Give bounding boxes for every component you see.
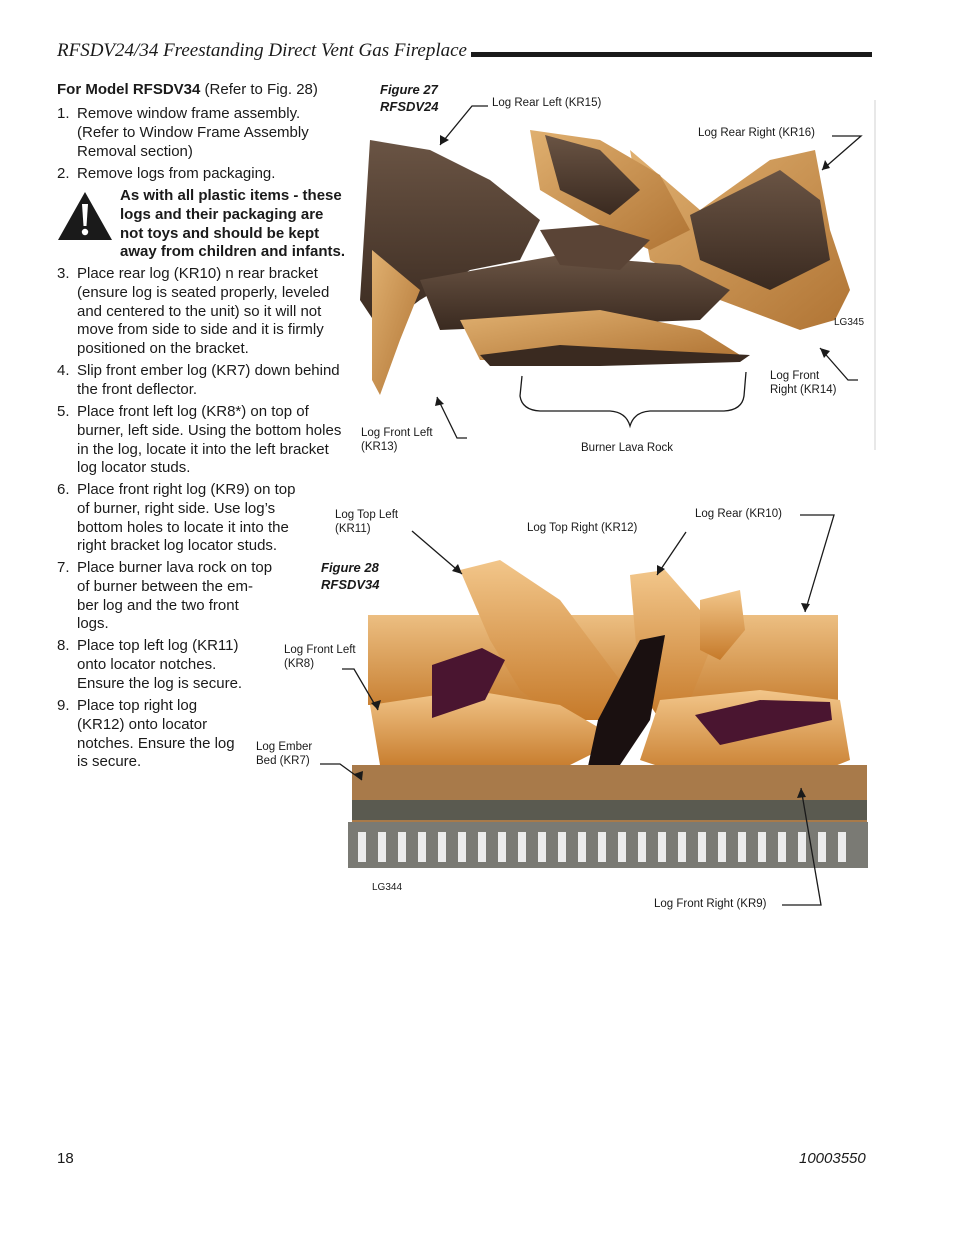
label-log-front-left-kr13: Log Front Left (KR13) xyxy=(361,427,433,453)
label-log-front-right-kr14: Log Front Right (KR14) xyxy=(770,370,837,396)
figure27-caption: Figure 27 RFSDV24 xyxy=(380,82,439,114)
page-number: 18 xyxy=(57,1150,74,1167)
label-burner-lava-rock: Burner Lava Rock xyxy=(581,442,674,454)
label-log-top-left-kr11: Log Top Left (KR11) xyxy=(335,509,399,535)
warning-message: As with all plastic items - these logs and their packaging are not toys and should be kept away from children and infants. xyxy=(120,187,346,261)
figure28-code: LG344 xyxy=(372,882,403,893)
document-number: 10003550 xyxy=(799,1150,866,1167)
model-reference: (Refer to Fig. 28) xyxy=(200,81,318,98)
label-log-front-right-kr9: Log Front Right (KR9) xyxy=(654,898,767,910)
label-log-top-right-kr12: Log Top Right (KR12) xyxy=(527,522,638,534)
figure28-caption: Figure 28 RFSDV34 xyxy=(321,560,380,592)
label-log-rear-right-kr16: Log Rear Right (KR16) xyxy=(698,127,815,139)
figure28-log-set-image xyxy=(348,560,868,868)
document-title: RFSDV24/34 Freestanding Direct Vent Gas Fireplace xyxy=(57,40,467,61)
label-log-ember-bed-kr7: Log Ember Bed (KR7) xyxy=(256,741,313,767)
label-log-rear-kr10: Log Rear (KR10) xyxy=(695,508,782,520)
figure27-code: LG345 xyxy=(834,317,865,328)
label-log-rear-left-kr15: Log Rear Left (KR15) xyxy=(492,97,602,109)
label-log-front-left-kr8: Log Front Left (KR8) xyxy=(284,644,356,670)
model-heading: For Model RFSDV34 xyxy=(57,81,201,98)
